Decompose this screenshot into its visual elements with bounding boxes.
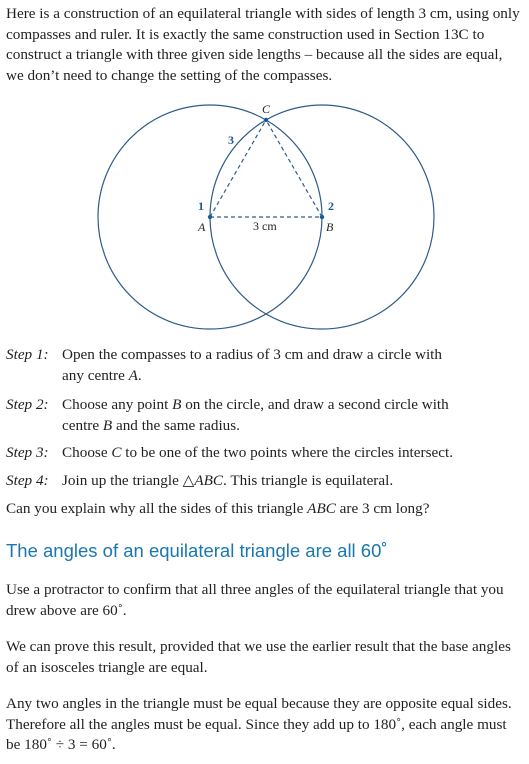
point-b — [320, 215, 324, 219]
question: Can you explain why all the sides of this triangle ABC are 3 cm long? — [6, 500, 430, 517]
paragraph-protractor: Use a protractor to confirm that all three angles of the equilateral triangle that you drew above are 60˚. — [6, 581, 504, 619]
label-b: B — [326, 220, 334, 234]
step-4-label: Step 4: — [6, 472, 49, 489]
label-c: C — [262, 102, 271, 116]
point-a — [208, 215, 212, 219]
step-1-line2: any centre A. — [62, 366, 142, 384]
step-2-label: Step 2: — [6, 396, 49, 413]
step-4 — [6, 471, 522, 492]
side-bc — [266, 120, 322, 217]
paragraph-proof: We can prove this result, provided that we use the earlier result that the base angles of an isosceles triangle are equal. — [6, 638, 511, 676]
step-3-label: Step 3: — [6, 444, 49, 461]
step-number-3: 3 — [228, 133, 234, 147]
step-2-line1: Choose any point B on the circle, and draw a second circle with — [62, 396, 449, 413]
label-a: A — [198, 220, 206, 234]
step-4-line1: Join up the triangle △ABC. This triangle is equilateral. — [62, 472, 394, 489]
step-2-line2: centre B and the same radius. — [62, 416, 240, 434]
step-number-1: 1 — [198, 199, 204, 213]
section-heading: The angles of an equilateral triangle are all 60˚ — [6, 540, 388, 561]
side-length-label: 3 cm — [253, 219, 277, 233]
step-3 — [6, 443, 522, 464]
step-3-line1: Choose C to be one of the two points where the circles intersect. — [62, 444, 453, 461]
side-ac — [210, 120, 266, 217]
step-1-label: Step 1: — [6, 346, 49, 363]
paragraph-conclusion: Any two angles in the triangle must be equal because they are opposite equal sides. Therefore all the angles must be equal. Since they add up to 180˚, each angle must be 180˚ ÷ 3 = 60˚. — [6, 695, 512, 753]
step-1-line1: Open the compasses to a radius of 3 cm and draw a circle with — [62, 346, 442, 363]
point-c — [264, 118, 268, 122]
step-number-2: 2 — [328, 199, 334, 213]
intro-paragraph: Here is a construction of an equilateral triangle with sides of length 3 cm, using only compasses and ruler. It is exactly the same construction used in Section 13C to construct a triangle with three given side lengths – because all the sides are equal, we don’t need to change the setting of the compasses. — [6, 5, 520, 84]
step-1 — [6, 345, 522, 386]
step-2 — [6, 395, 522, 436]
construction-figure — [0, 98, 529, 334]
